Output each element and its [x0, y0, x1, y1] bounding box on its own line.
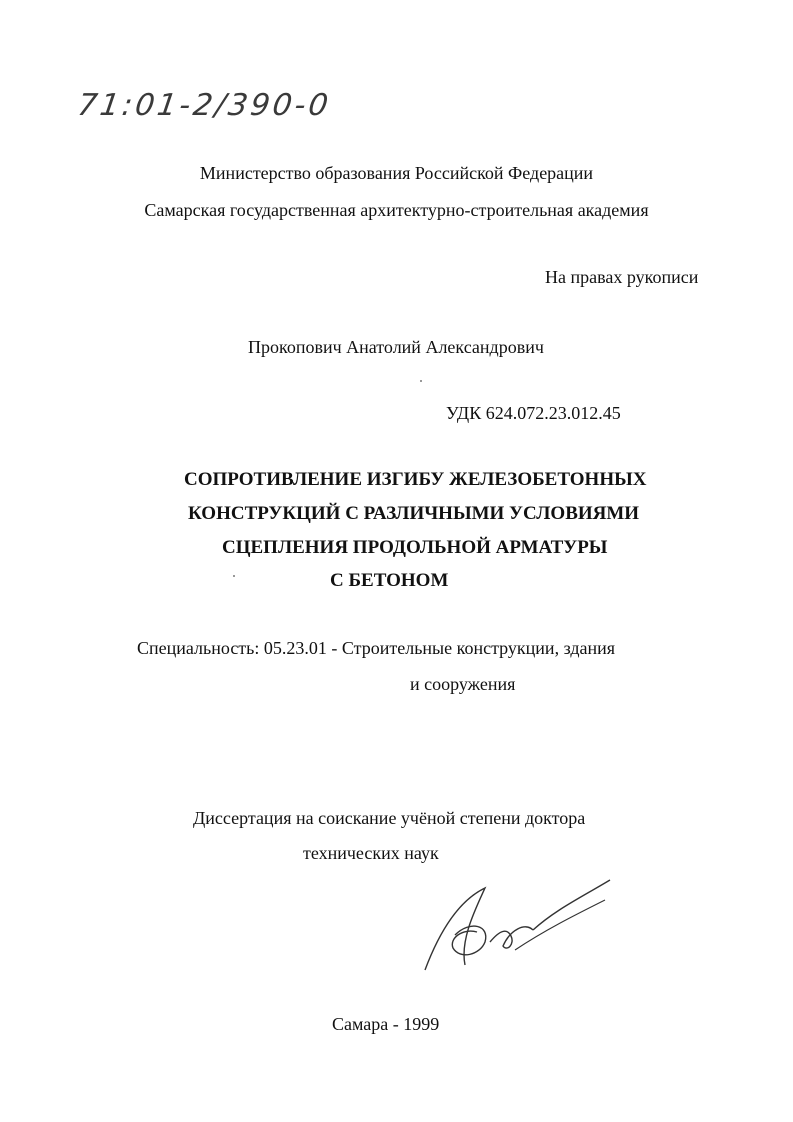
- title-line-1: СОПРОТИВЛЕНИЕ ИЗГИБУ ЖЕЛЕЗОБЕТОННЫХ: [184, 469, 647, 490]
- signature-mark: [415, 870, 615, 980]
- scan-speck: [233, 575, 235, 577]
- scan-speck: [420, 380, 422, 382]
- specialty-line-2: и сооружения: [410, 674, 516, 694]
- title-line-4: С БЕТОНОМ: [330, 570, 449, 591]
- manuscript-note: На правах рукописи: [545, 267, 699, 287]
- ministry-name: Министерство образования Российской Федерации: [199, 163, 594, 183]
- dissertation-degree-line-2: технических наук: [303, 843, 439, 863]
- title-line-3: СЦЕПЛЕНИЯ ПРОДОЛЬНОЙ АРМАТУРЫ: [222, 537, 608, 558]
- title-line-2: КОНСТРУКЦИЙ С РАЗЛИЧНЫМИ УСЛОВИЯМИ: [188, 503, 640, 524]
- author-name: Прокопович Анатолий Александрович: [248, 337, 544, 357]
- dissertation-degree-line-1: Диссертация на соискание учёной степени доктора: [193, 808, 586, 828]
- academy-name: Самарская государственная архитектурно-строительная академия: [144, 200, 649, 220]
- udk-code: УДК 624.072.23.012.45: [446, 403, 621, 423]
- city-year: Самара - 1999: [332, 1014, 440, 1034]
- specialty-line-1: Специальность: 05.23.01 - Строительные конструкции, здания: [137, 638, 616, 658]
- archive-number-handwritten: 71:01-2/390-0: [75, 88, 334, 123]
